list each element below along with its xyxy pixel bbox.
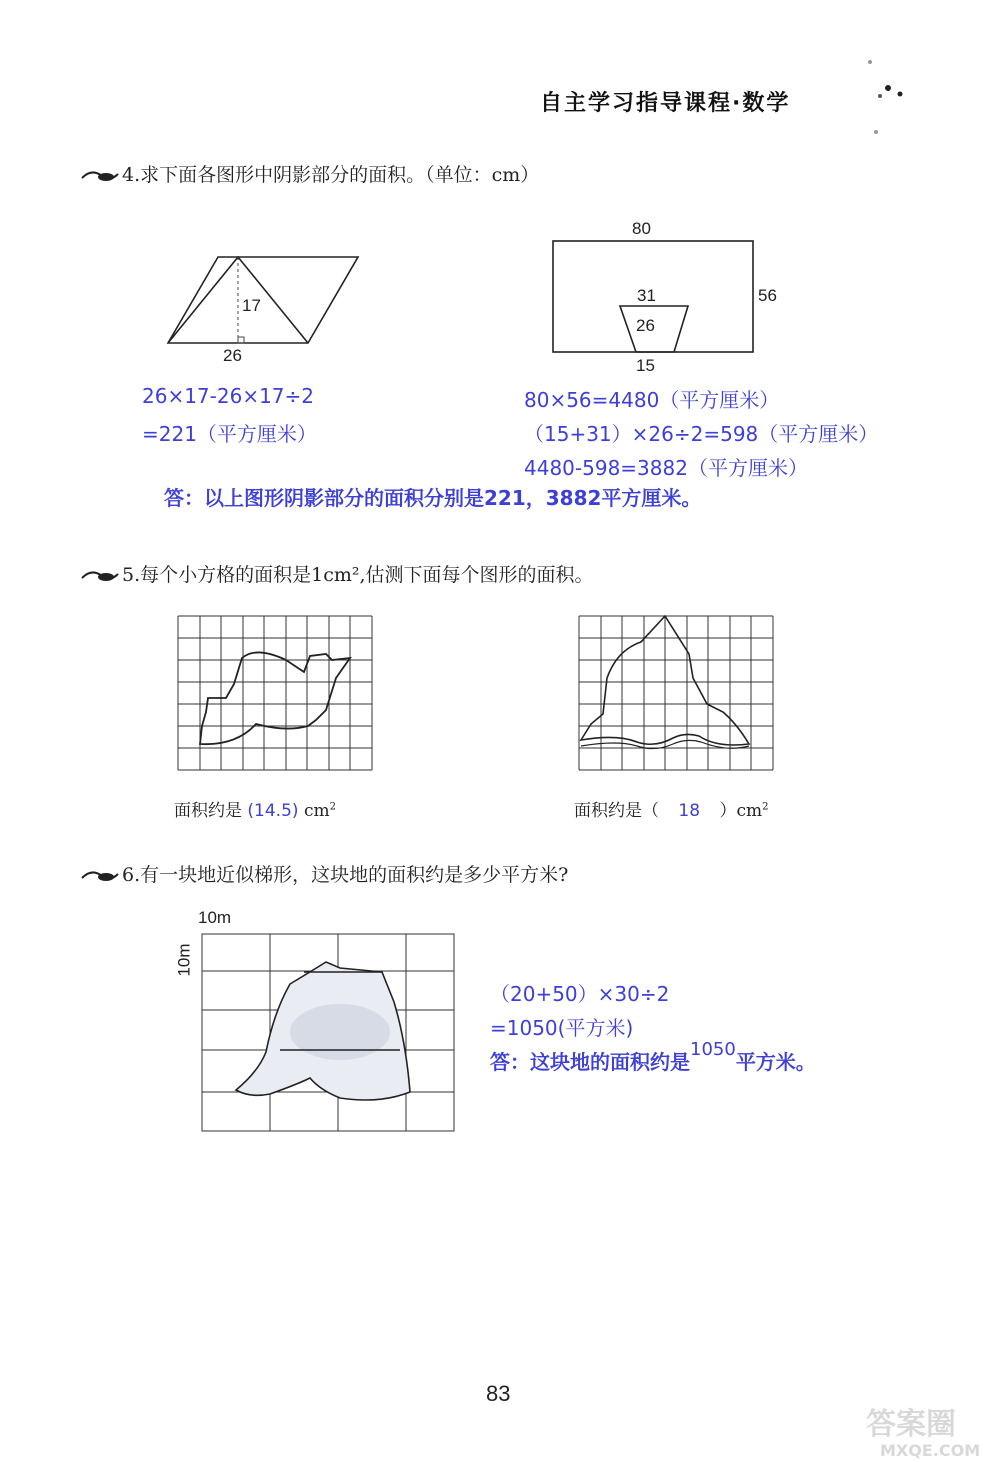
grid-figure-left xyxy=(176,614,376,774)
q4-left-line-2: =221（平方厘米） xyxy=(142,422,317,446)
q4-right-line-2: （15+31）×26÷2=598（平方厘米） xyxy=(524,422,879,446)
svg-text:答案圈: 答案圈 xyxy=(866,1407,956,1442)
grid-figure-right xyxy=(577,614,777,774)
q6-line-2: =1050(平方米) xyxy=(490,1016,634,1040)
parallelogram-figure xyxy=(160,250,370,370)
q5-left-unit: cm xyxy=(303,801,330,821)
question-marker-icon xyxy=(80,866,120,884)
q6-answer-suffix: 平方米。 xyxy=(735,1050,816,1074)
q6-line-1: （20+50）×30÷2 xyxy=(490,982,670,1006)
q4-right-line-1: 80×56=4480（平方厘米） xyxy=(524,388,780,412)
q5-left-prefix: 面积约是 xyxy=(174,801,242,821)
q5-left-area: 面积约是 (14.5) $cm^2$ xyxy=(174,801,336,821)
page-number: 83 xyxy=(486,1381,511,1406)
land-grid-figure xyxy=(200,932,458,1132)
question-marker-icon xyxy=(80,566,120,584)
q6-answer-prefix: 答：这块地的面积约是 xyxy=(490,1050,690,1074)
q4-right-line-3: 4480-598=3882（平方厘米） xyxy=(524,456,808,480)
question-4-title: 4.求下面各图形中阴影部分的面积。（单位：cm） xyxy=(122,164,540,186)
q5-right-suffix: ）cm xyxy=(719,801,763,821)
q5-right-value: 18 xyxy=(678,801,701,821)
watermark-logo xyxy=(862,1400,992,1460)
fig2-trap-height-label: 26 xyxy=(636,316,655,335)
q6-answer-value: 1050 xyxy=(690,1039,736,1060)
question-6-title: 6.有一块地近似梯形，这块地的面积约是多少平方米? xyxy=(122,864,569,886)
question-marker-icon xyxy=(80,166,120,184)
fig2-top-label: 80 xyxy=(632,219,651,238)
q5-right-prefix: 面积约是（ xyxy=(574,801,659,821)
q6-top-scale-label: 10m xyxy=(198,908,232,927)
fig1-base-label: 26 xyxy=(223,346,242,365)
q5-left-value: (14.5) xyxy=(247,801,299,821)
fig2-trap-top-label: 31 xyxy=(637,286,656,305)
fig1-height-label: 17 xyxy=(242,296,261,315)
fig2-side-label: 56 xyxy=(758,286,777,305)
page-header-title: 自主学习指导课程·数学 xyxy=(540,91,791,116)
q6-answer xyxy=(490,1039,816,1075)
q4-answer: 答：以上图形阴影部分的面积分别是221，3882平方厘米。 xyxy=(164,486,702,510)
svg-text:MXQE.COM: MXQE.COM xyxy=(880,1441,981,1460)
fig2-trap-bottom-label: 15 xyxy=(636,356,655,375)
q4-left-line-1: 26×17-26×17÷2 xyxy=(142,384,315,408)
rectangle-trapezoid-figure xyxy=(548,235,768,365)
q6-side-scale-label: 10m xyxy=(174,943,194,977)
q5-right-area: 面积约是（ 18 ）$cm^2$ xyxy=(574,801,769,821)
decoration-icon xyxy=(840,48,930,148)
question-5-title: 5.每个小方格的面积是1cm²,估测下面每个图形的面积。 xyxy=(122,564,594,586)
